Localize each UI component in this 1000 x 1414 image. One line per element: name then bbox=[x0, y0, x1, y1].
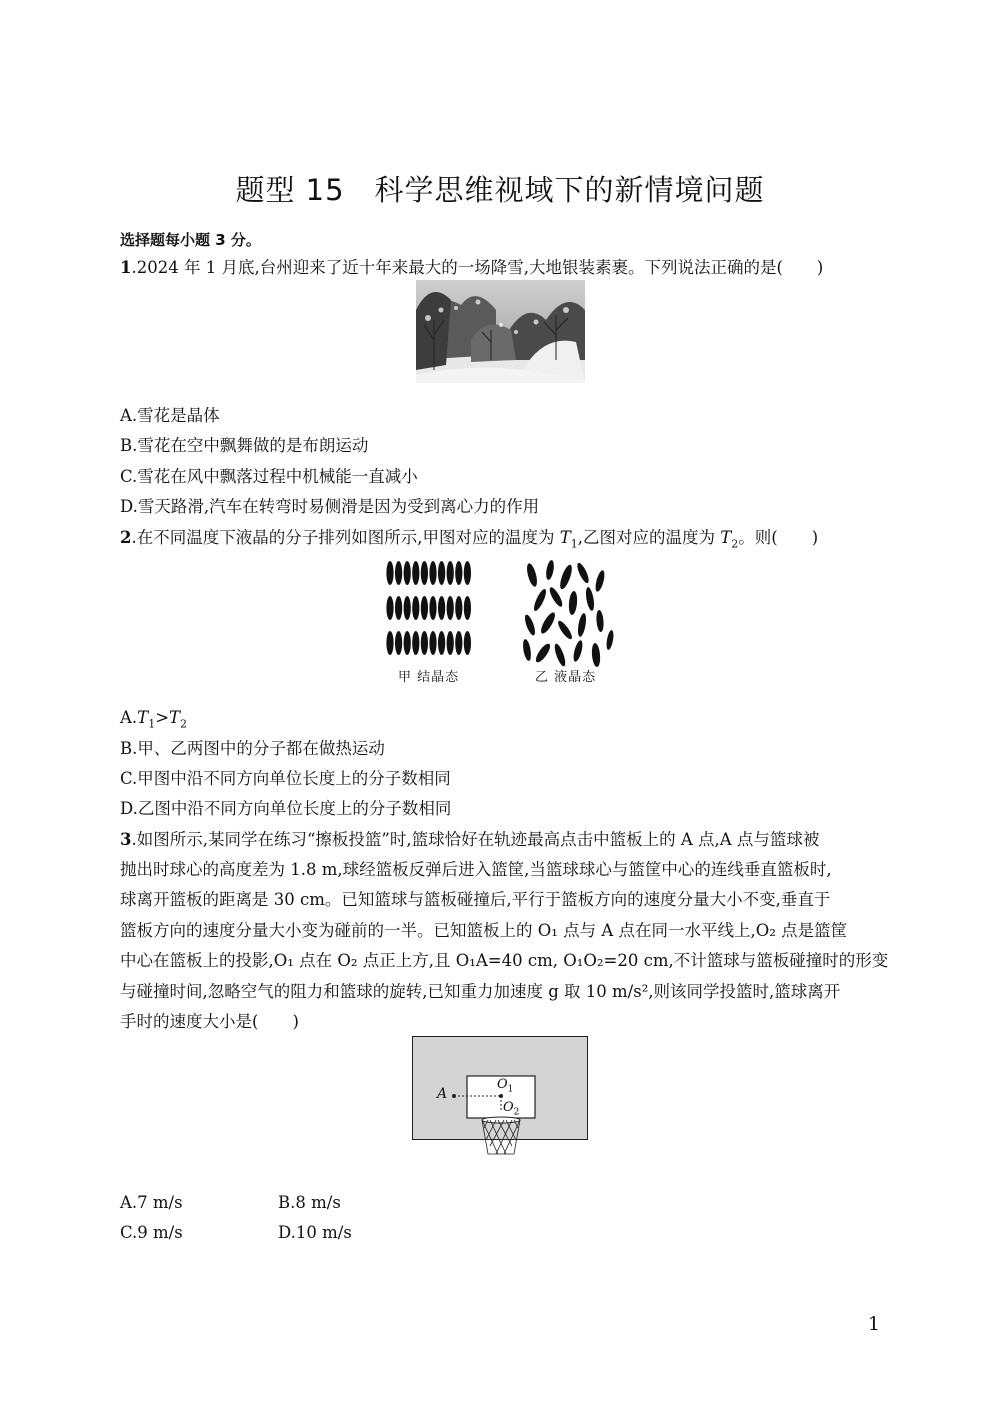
question-text: .2024 年 1 月底,台州迎来了近十年来最大的一场降雪,大地银装素裹。下列说法正确的是( bbox=[131, 258, 783, 277]
crystal-molecule bbox=[412, 596, 419, 620]
answer-bracket-close: ) bbox=[292, 1012, 299, 1031]
crystal-molecule bbox=[455, 596, 462, 620]
crystal-molecule bbox=[455, 561, 462, 585]
option-letter: A. bbox=[120, 708, 138, 727]
temp-symbol: T bbox=[169, 708, 181, 727]
question-text: ,乙图对应的温度为 bbox=[577, 528, 721, 547]
crystal-molecule bbox=[464, 596, 471, 620]
backboard-diagram bbox=[412, 1036, 588, 1158]
crystal-molecule bbox=[421, 631, 428, 655]
answer-bracket-close: ) bbox=[816, 258, 824, 277]
point-o2-label bbox=[503, 1100, 519, 1118]
point-o1-label bbox=[497, 1077, 513, 1095]
temp-symbol: T bbox=[720, 528, 732, 547]
crystal-molecule bbox=[464, 561, 471, 585]
temp-symbol: T bbox=[559, 528, 571, 547]
crystal-molecule bbox=[438, 596, 445, 620]
subscript: 2 bbox=[180, 717, 188, 731]
question-3-line-7 bbox=[120, 1011, 299, 1033]
subscript: 1 bbox=[570, 537, 578, 551]
q3-option-a: A.7 m/s bbox=[120, 1193, 183, 1212]
crystal-molecule bbox=[447, 561, 454, 585]
q1-option-c: C.雪花在风中飘落过程中机械能一直减小 bbox=[120, 467, 418, 486]
crystal-molecule bbox=[395, 596, 402, 620]
figure-label-liquid-crystal: 乙 液晶态 bbox=[535, 670, 597, 685]
subscript: 2 bbox=[513, 1107, 520, 1118]
q3-option-b: B.8 m/s bbox=[278, 1193, 341, 1212]
crystal-molecule bbox=[386, 596, 393, 620]
crystal-molecule bbox=[412, 631, 419, 655]
crystal-molecule bbox=[395, 631, 402, 655]
figure-label-crystal: 甲 结晶态 bbox=[398, 670, 460, 685]
q1-option-d: D.雪天路滑,汽车在转弯时易侧滑是因为受到离心力的作用 bbox=[120, 497, 540, 516]
point-a-label: A bbox=[437, 1086, 448, 1102]
crystal-molecule bbox=[386, 631, 393, 655]
subscript: 1 bbox=[148, 717, 156, 731]
crystal-molecule bbox=[464, 631, 471, 655]
question-3-line-2: 抛出时球心的高度差为 1.8 m,球经篮板反弹后进入篮筐,当篮球球心与篮筐中心的连线垂直篮板时, bbox=[120, 860, 832, 879]
crystal-molecule bbox=[395, 561, 402, 585]
subscript: 2 bbox=[731, 537, 739, 551]
point-o-letter: O bbox=[503, 1100, 514, 1115]
q2-option-b: B.甲、乙两图中的分子都在做热运动 bbox=[120, 739, 385, 758]
question-text: 。则( bbox=[738, 528, 778, 547]
question-2-stem bbox=[120, 527, 818, 555]
snow-scene-photo bbox=[416, 280, 585, 383]
q2-option-c: C.甲图中沿不同方向单位长度上的分子数相同 bbox=[120, 769, 451, 788]
q2-option-d: D.乙图中沿不同方向单位长度上的分子数相同 bbox=[120, 799, 452, 818]
question-number: 1 bbox=[120, 258, 132, 277]
crystal-molecule bbox=[421, 561, 428, 585]
temp-symbol: T bbox=[137, 708, 149, 727]
page-title: 题型 15 科学思维视域下的新情境问题 bbox=[235, 173, 765, 207]
crystal-molecule bbox=[404, 561, 411, 585]
crystal-molecule bbox=[455, 631, 462, 655]
subscript: 1 bbox=[507, 1084, 514, 1095]
point-o-letter: O bbox=[497, 1077, 508, 1092]
crystal-molecule bbox=[447, 631, 454, 655]
question-number: 3 bbox=[120, 830, 132, 849]
q3-option-d: D.10 m/s bbox=[278, 1223, 352, 1242]
question-text: 手时的速度大小是( bbox=[120, 1012, 259, 1031]
q1-option-a: A.雪花是晶体 bbox=[120, 406, 220, 425]
crystal-molecule bbox=[386, 561, 393, 585]
crystal-molecule bbox=[412, 561, 419, 585]
question-number: 2 bbox=[120, 528, 132, 547]
crystal-molecule bbox=[438, 631, 445, 655]
answer-bracket-close: ) bbox=[811, 528, 819, 547]
comparison-sign: > bbox=[155, 708, 170, 727]
crystal-molecule bbox=[404, 631, 411, 655]
question-3-line-1 bbox=[120, 829, 819, 851]
question-text: .如图所示,某同学在练习“擦板投篮”时,篮球恰好在轨迹最高点击中篮板上的 A 点,A 点与篮球被 bbox=[131, 830, 820, 849]
crystal-molecule bbox=[447, 596, 454, 620]
question-3-line-3: 球离开篮板的距离是 30 cm。已知篮球与篮板碰撞后,平行于篮板方向的速度分量大小不变,垂直于 bbox=[120, 890, 831, 909]
crystal-molecule bbox=[438, 561, 445, 585]
question-3-line-6: 与碰撞时间,忽略空气的阻力和篮球的旋转,已知重力加速度 g 取 10 m/s²,则该同学投篮时,篮球离开 bbox=[120, 982, 841, 1001]
liquid-crystal-molecules bbox=[522, 560, 615, 668]
crystal-molecule bbox=[429, 631, 436, 655]
liquid-crystal-diagram bbox=[380, 555, 620, 690]
question-3-line-5: 中心在篮板上的投影,O₁ 点在 O₂ 点正上方,且 O₁A=40 cm, O₁O₂=20 cm,不计篮球与篮板碰撞时的形变 bbox=[120, 951, 889, 970]
q1-option-b: B.雪花在空中飘舞做的是布朗运动 bbox=[120, 436, 369, 455]
question-text: .在不同温度下液晶的分子排列如图所示,甲图对应的温度为 bbox=[131, 528, 560, 547]
question-3-line-4: 篮板方向的速度分量大小变为碰前的一半。已知篮板上的 O₁ 点与 A 点在同一水平线上,O₂ 点是篮筐 bbox=[120, 921, 848, 940]
crystal-molecule bbox=[404, 596, 411, 620]
q2-option-a bbox=[120, 707, 187, 735]
crystal-molecule bbox=[429, 561, 436, 585]
crystal-molecule bbox=[421, 596, 428, 620]
q3-option-c: C.9 m/s bbox=[120, 1223, 183, 1242]
crystal-molecule bbox=[429, 596, 436, 620]
crystal-molecules bbox=[386, 561, 471, 655]
page-number: 1 bbox=[867, 1313, 880, 1335]
question-1-stem bbox=[120, 257, 823, 279]
section-intro: 选择题每小题 3 分。 bbox=[120, 231, 261, 249]
